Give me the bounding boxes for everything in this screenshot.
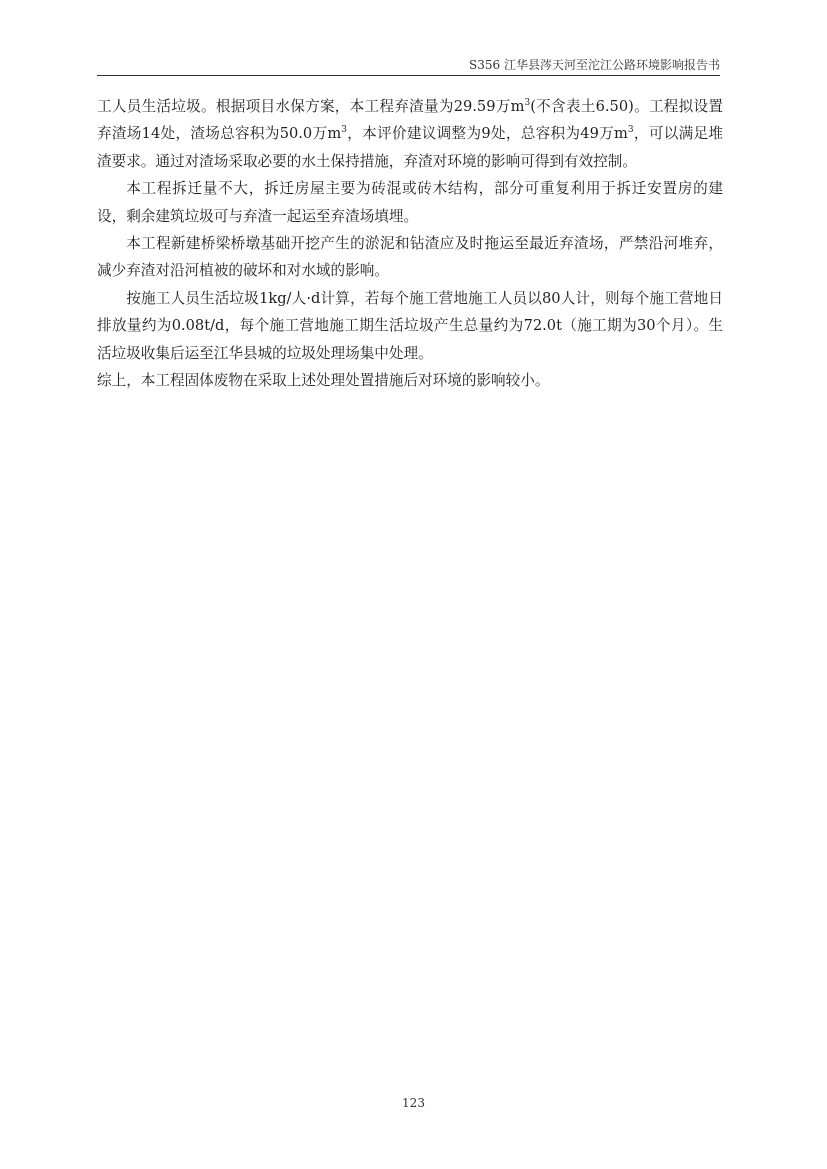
paragraph-domestic-waste: 按施工人员生活垃圾1kg/人·d计算，若每个施工营地施工人员以80人计，则每个施工营地日排放量约为0.08t/d，每个施工营地施工期生活垃圾产生总量约为72.0t（施工期为30个月）。生活垃圾收集后运至江华县城的垃圾处理场集中处理。 [97,289,723,362]
header-rule [97,75,720,76]
body-text [97,93,723,394]
paragraph-demolition: 本工程拆迁量不大，拆迁房屋主要为砖混或砖木结构，部分可重复利用于拆迁安置房的建设，剩余建筑垃圾可与弃渣一起运至弃渣场填埋。 [97,180,723,225]
page-number: 123 [402,1096,425,1110]
superscript: 3 [524,98,531,109]
text-span: 工人员生活垃圾。根据项目水保方案，本工程弃渣量为29.59万m [97,98,525,115]
running-header: S356 江华县涔天河至沱江公路环境影响报告书 [469,58,720,72]
text-span: (不含表土6.50)。工程拟设置弃渣场14处，渣场总容积为50.0万m [97,98,723,143]
paragraph-summary: 综上，本工程固体废物在采取上述处理处置措施后对环境的影响较小。 [97,372,550,390]
paragraph-bridge-spoil: 本工程新建桥梁桥墩基础开挖产生的淤泥和钻渣应及时拖运至最近弃渣场，严禁沿河堆弃，减少弃渣对沿河植被的破坏和对水域的影响。 [97,235,723,280]
text-span: ，可以满足堆渣要求。通过对渣场采取必要的水土保持措施，弃渣对环境的影响可得到有效控制。 [97,125,723,170]
text-span: ，本评价建议调整为9处，总容积为49万m [346,125,628,143]
superscript: 3 [627,125,634,136]
superscript: 3 [341,125,347,136]
paragraph-slag-disposal [97,93,723,175]
